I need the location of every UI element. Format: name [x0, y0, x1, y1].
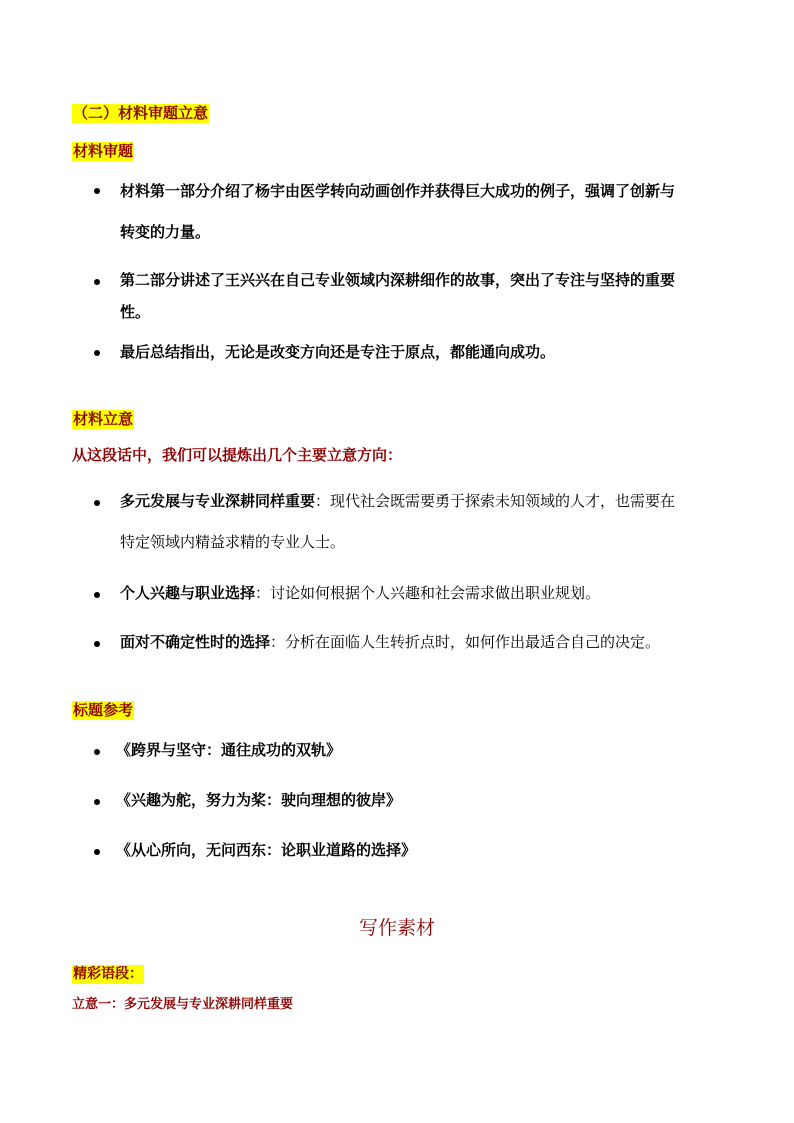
item-label: 面对不确定性时的选择 — [120, 633, 271, 651]
item-line: 第二部分讲述了王兴兴在自己专业领域内深耕细作的故事，突出了专注与坚持的重要 — [120, 271, 676, 289]
bullet-icon — [94, 188, 100, 194]
bullet-icon — [94, 849, 100, 855]
bullet-icon — [94, 500, 100, 506]
item-line: 性。 — [120, 303, 151, 321]
item-line — [120, 632, 740, 652]
bullet-icon — [94, 279, 100, 285]
item-line — [120, 583, 740, 603]
bullet-icon — [94, 592, 100, 598]
bullet-icon — [94, 641, 100, 647]
item-line — [120, 491, 740, 511]
item-line: 材料第一部分介绍了杨宇由医学转向动画创作并获得巨大成功的例子，强调了创新与 — [120, 182, 676, 200]
item-label: 多元发展与专业深耕同样重要 — [120, 492, 316, 510]
title-suggestion: 《从心所向，无问西东：论职业道路的选择》 — [116, 841, 417, 859]
liyi-intro: 从这段话中，我们可以提炼出几个主要立意方向： — [72, 446, 403, 464]
title-suggestion: 《跨界与坚守：通往成功的双轨》 — [116, 741, 342, 759]
liyi-heading: 材料立意 — [73, 410, 134, 428]
item-text: ：分析在面临人生转折点时，如何作出最适合自己的决定。 — [270, 633, 661, 651]
idea-one: 立意一：多元发展与专业深耕同样重要 — [72, 997, 294, 1012]
item-label: 个人兴趣与职业选择 — [120, 584, 256, 602]
section-heading: （二）材料审题立意 — [73, 104, 209, 122]
bullet-icon — [94, 350, 100, 356]
title-suggestion: 《兴趣为舵，努力为桨：驶向理想的彼岸》 — [116, 791, 402, 809]
writing-title: 写作素材 — [358, 917, 435, 939]
titles-heading: 标题参考 — [73, 701, 134, 719]
item-line: 特定领域内精益求精的专业人士。 — [120, 533, 346, 551]
item-line: 转变的力量。 — [120, 223, 211, 241]
writing-subheading: 精彩语段： — [73, 966, 143, 982]
shenti-heading: 材料审题 — [73, 142, 134, 160]
item-text: ：现代社会既需要勇于探索未知领域的人才，也需要在 — [315, 492, 676, 510]
bullet-icon — [94, 749, 100, 755]
bullet-icon — [94, 799, 100, 805]
item-text: ：讨论如何根据个人兴趣和社会需求做出职业规划。 — [255, 584, 601, 602]
item-line: 最后总结指出，无论是改变方向还是专注于原点，都能通向成功。 — [120, 343, 556, 361]
